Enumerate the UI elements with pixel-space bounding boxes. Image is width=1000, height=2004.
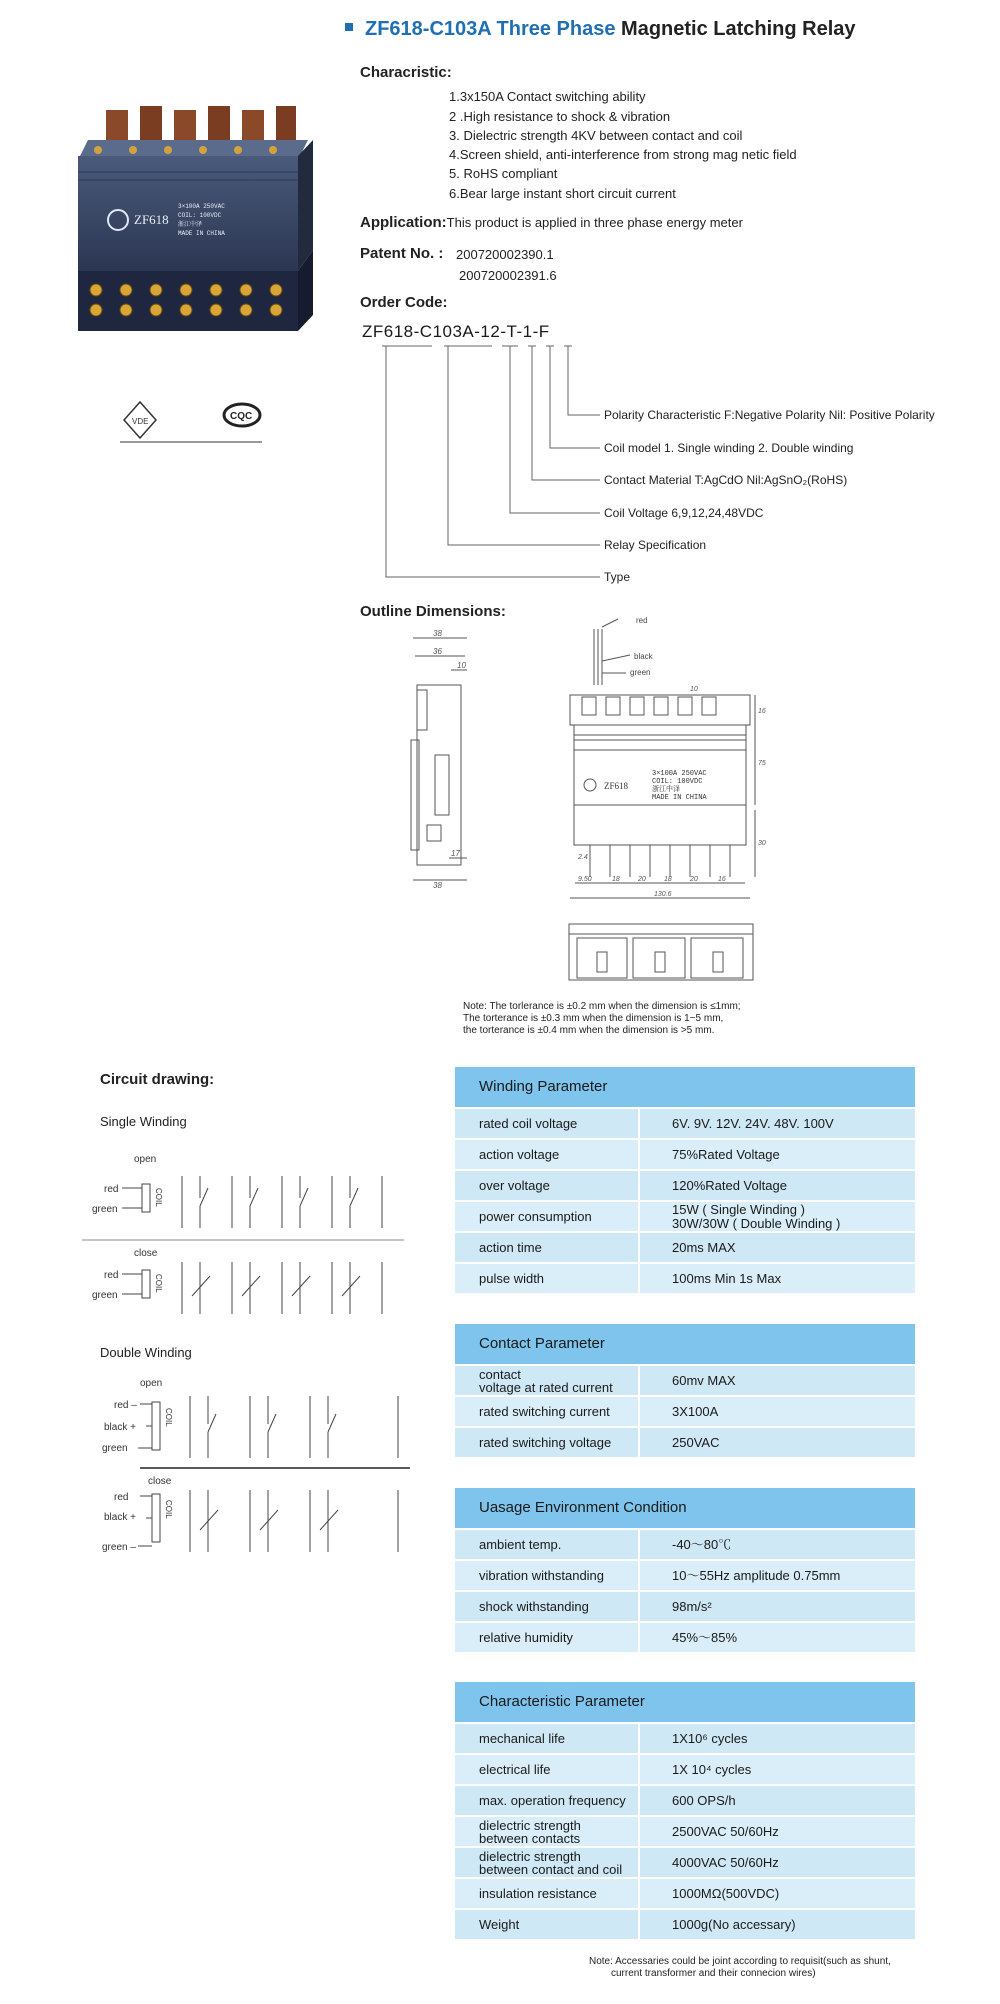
param-value: 98m/s² — [672, 1598, 712, 1614]
patent-number: 200720002391.6 — [459, 268, 557, 283]
front-label-line: 3×100A 250VAC — [652, 770, 707, 778]
table-title: Characteristic Parameter — [455, 1682, 915, 1722]
relay-label-line-3: 浙江中泽 — [178, 221, 203, 228]
param-value: 2500VAC 50/60Hz — [672, 1823, 779, 1839]
table-row — [455, 1877, 915, 1908]
relay-label-line-4: MADE IN CHINA — [178, 230, 225, 237]
wire-red-label: red — [114, 1492, 129, 1503]
table-row — [455, 1621, 915, 1652]
vde-mark-text: VDE — [132, 417, 149, 426]
double-winding-heading: Double Winding — [100, 1345, 192, 1360]
order-code-heading: Order Code: — [360, 294, 448, 311]
table-body — [455, 1722, 915, 1939]
footer-note-line-1: Note: Accessaries could be joint according to requisit(such as shunt, — [589, 1956, 891, 1967]
table-row — [455, 1395, 915, 1426]
table-row — [455, 1426, 915, 1457]
param-name: insulation resistance — [479, 1886, 597, 1901]
wire-green-label: green — [92, 1290, 118, 1301]
front-dim-label: 9.50 — [578, 876, 592, 883]
param-name: ambient temp. — [479, 1537, 562, 1552]
param-value: 1X 10⁴ cycles — [672, 1761, 752, 1777]
front-brand-label: ZF618 — [604, 781, 629, 791]
param-name: relative humidity — [479, 1630, 573, 1645]
table-row — [455, 1784, 915, 1815]
param-name: pulse width — [479, 1271, 545, 1286]
param-name: max. operation frequency — [479, 1793, 626, 1808]
front-dim-label: 20 — [638, 876, 646, 883]
param-value: 15W ( Single Winding ) 30W/30W ( Double Winding ) — [672, 1201, 841, 1231]
order-legend-relay-spec: Relay Specification — [604, 538, 707, 552]
front-label-line: COIL: 100VDC — [652, 778, 703, 786]
param-value: 1000g(No accessary) — [672, 1916, 796, 1932]
param-name: electrical life — [479, 1762, 551, 1777]
param-value: 120%Rated Voltage — [672, 1177, 787, 1193]
front-label-line: MADE IN CHINA — [652, 794, 707, 802]
characteristic-item: 2 .High resistance to shock & vibration — [449, 109, 671, 124]
table-title: Uasage Environment Condition — [455, 1488, 915, 1528]
param-name: shock withstanding — [479, 1599, 589, 1614]
table-body — [455, 1364, 915, 1457]
footer-note-line-2: current transformer and their connecion wires) — [611, 1968, 816, 1979]
param-name: action voltage — [479, 1147, 560, 1162]
front-label-line: 浙江中泽 — [652, 786, 680, 794]
param-name: Weight — [479, 1917, 520, 1932]
param-name: dielectric strength between contacts — [479, 1817, 581, 1846]
param-value: 6V. 9V. 12V. 24V. 48V. 100V — [672, 1115, 834, 1131]
param-name: contact voltage at rated current — [479, 1366, 613, 1395]
contact-parameter-table — [455, 1324, 915, 1457]
application-text: This product is applied in three phase energy meter — [446, 215, 743, 230]
coil-label: COIL — [154, 1274, 163, 1293]
table-row — [455, 1138, 915, 1169]
winding-parameter-table — [455, 1067, 915, 1293]
param-name: rated switching voltage — [479, 1435, 612, 1450]
order-legend-coil-model: Coil model 1. Single winding 2. Double winding — [604, 441, 854, 455]
characteristic-heading: Characristic: — [360, 64, 452, 81]
table-title: Winding Parameter — [455, 1067, 915, 1107]
table-row — [455, 1753, 915, 1784]
wire-red-label: red — [104, 1270, 119, 1281]
patent-number: 200720002390.1 — [456, 247, 554, 262]
table-title: Contact Parameter — [455, 1324, 915, 1364]
side-dim-label: 38 — [433, 881, 442, 890]
table-row — [455, 1815, 915, 1846]
order-code-legend-lines — [380, 344, 610, 584]
double-closed-contacts — [190, 1490, 398, 1552]
table-row — [455, 1846, 915, 1877]
double-winding-diagram — [100, 1374, 415, 1560]
param-value: 3X100A — [672, 1403, 719, 1419]
characteristic-parameter-table — [455, 1682, 915, 1939]
outline-front-view — [560, 615, 785, 915]
param-value: 4000VAC 50/60Hz — [672, 1854, 779, 1870]
wire-red-label: red – — [114, 1400, 137, 1411]
param-name: vibration withstanding — [479, 1568, 605, 1583]
single-winding-heading: Single Winding — [100, 1114, 187, 1129]
param-name: mechanical life — [479, 1731, 565, 1746]
characteristic-item: 1.3x150A Contact switching ability — [449, 89, 646, 104]
param-value: 20ms MAX — [672, 1239, 736, 1255]
table-row — [455, 1528, 915, 1559]
environment-condition-table — [455, 1488, 915, 1652]
characteristic-item: 3. Dielectric strength 4KV between contact and coil — [449, 128, 743, 143]
wire-label-red: red — [636, 616, 648, 625]
relay-label-line-2: COIL: 100VDC — [178, 212, 222, 219]
application-heading: Application: — [360, 214, 447, 231]
close-label: close — [134, 1248, 158, 1259]
param-value: -40～80℃ — [672, 1536, 732, 1552]
order-legend-coil-voltage: Coil Voltage 6,9,12,24,48VDC — [604, 506, 764, 520]
param-value: 60mv MAX — [672, 1372, 736, 1388]
param-name: rated switching current — [479, 1404, 610, 1419]
title-model: ZF618-C103A Three Phase — [365, 18, 616, 40]
cert-marks — [120, 398, 270, 444]
table-row — [455, 1262, 915, 1293]
table-row — [455, 1590, 915, 1621]
front-dim-label: 130.6 — [654, 891, 672, 898]
open-label: open — [140, 1378, 163, 1389]
top-terminals — [106, 106, 296, 142]
front-dim-label: 10 — [690, 686, 698, 693]
wire-green-label: green — [102, 1443, 128, 1454]
open-contacts — [182, 1176, 382, 1228]
front-dim-label: 18 — [612, 876, 620, 883]
table-row — [455, 1559, 915, 1590]
wire-green-label: green — [92, 1204, 118, 1215]
title-product: Magnetic Latching Relay — [615, 18, 856, 40]
table-row — [455, 1231, 915, 1262]
param-name: rated coil voltage — [479, 1116, 578, 1131]
param-value: 100ms Min 1s Max — [672, 1270, 782, 1286]
relay-brand-label: ZF618 — [134, 212, 169, 227]
table-row — [455, 1200, 915, 1231]
relay-label-line-1: 3×100A 250VAC — [178, 203, 225, 210]
wire-red-label: red — [104, 1184, 119, 1195]
outline-side-view — [405, 630, 475, 890]
param-value: 1X10⁶ cycles — [672, 1730, 748, 1746]
front-dim-label: 16 — [758, 708, 766, 715]
front-dim-label: 30 — [758, 840, 766, 847]
application-block — [360, 214, 743, 232]
side-dim-label: 10 — [457, 661, 466, 670]
outline-bottom-view — [567, 922, 757, 984]
param-value: 45%～85% — [672, 1629, 738, 1645]
param-name: dielectric strength between contact and coil — [479, 1848, 623, 1877]
param-value: 1000MΩ(500VDC) — [672, 1885, 780, 1901]
title-bullet-square — [345, 23, 353, 31]
circuit-heading: Circuit drawing: — [100, 1071, 215, 1088]
front-dim-label: 18 — [664, 876, 672, 883]
table-row — [455, 1107, 915, 1138]
order-legend-polarity: Polarity Characteristic F:Negative Polarity Nil: Positive Polarity — [604, 408, 935, 422]
wire-label-green: green — [630, 668, 651, 677]
wire-black-label: black + — [104, 1512, 136, 1523]
wire-black-label: black + — [104, 1422, 136, 1433]
closed-contacts — [182, 1262, 382, 1314]
tolerance-note-line-1: Note: The torlerance is ±0.2 mm when the dimension is ≤1mm; — [463, 1001, 741, 1012]
front-dim-label: 16 — [718, 876, 726, 883]
param-value: 75%Rated Voltage — [672, 1146, 780, 1162]
open-label: open — [134, 1154, 157, 1165]
relay-product-image — [78, 100, 318, 345]
close-label: close — [148, 1476, 172, 1487]
cqc-mark-text: CQC — [230, 411, 253, 422]
order-legend-contact-material: Contact Material T:AgCdO Nil:AgSnO₂(RoHS) — [604, 473, 848, 487]
table-row — [455, 1364, 915, 1395]
table-body — [455, 1528, 915, 1652]
param-name: power consumption — [479, 1209, 592, 1224]
characteristic-item: 4.Screen shield, anti-interference from strong mag netic field — [449, 147, 797, 162]
coil-label: COIL — [154, 1188, 163, 1207]
tolerance-note-line-3: the torterance is ±0.4 mm when the dimension is >5 mm. — [463, 1025, 715, 1036]
order-legend-type: Type — [604, 570, 631, 584]
front-dim-label: 75 — [758, 760, 766, 767]
param-value: 10～55Hz amplitude 0.75mm — [672, 1567, 841, 1583]
single-winding-diagram — [82, 1148, 412, 1320]
patent-heading: Patent No. : — [360, 245, 444, 262]
wire-label-black: black — [634, 652, 653, 661]
table-body — [455, 1107, 915, 1293]
order-code-value: ZF618-C103A-12-T-1-F — [362, 322, 550, 341]
side-dim-label: 36 — [433, 647, 442, 656]
front-dim-label: 20 — [690, 876, 698, 883]
double-open-contacts — [190, 1396, 398, 1458]
page-title — [345, 18, 856, 41]
param-value: 600 OPS/h — [672, 1792, 736, 1808]
table-row — [455, 1908, 915, 1939]
coil-label: COIL — [164, 1408, 173, 1427]
tolerance-note-line-2: The torterance is ±0.3 mm when the dimension is 1~5 mm, — [463, 1013, 724, 1024]
front-brand-logo-icon — [584, 779, 596, 791]
table-row — [455, 1722, 915, 1753]
coil-label: COIL — [164, 1500, 173, 1519]
side-dim-label: 38 — [433, 630, 442, 638]
side-dim-label: 17 — [451, 849, 460, 858]
param-name: over voltage — [479, 1178, 550, 1193]
characteristic-item: 5. RoHS compliant — [449, 166, 558, 181]
table-row — [455, 1169, 915, 1200]
front-dim-label: 2.4 — [578, 854, 588, 861]
wire-green-label: green – — [102, 1542, 136, 1553]
param-value: 250VAC — [672, 1434, 720, 1450]
outline-heading: Outline Dimensions: — [360, 603, 506, 620]
param-name: action time — [479, 1240, 542, 1255]
characteristic-item: 6.Bear large instant short circuit current — [449, 186, 676, 201]
